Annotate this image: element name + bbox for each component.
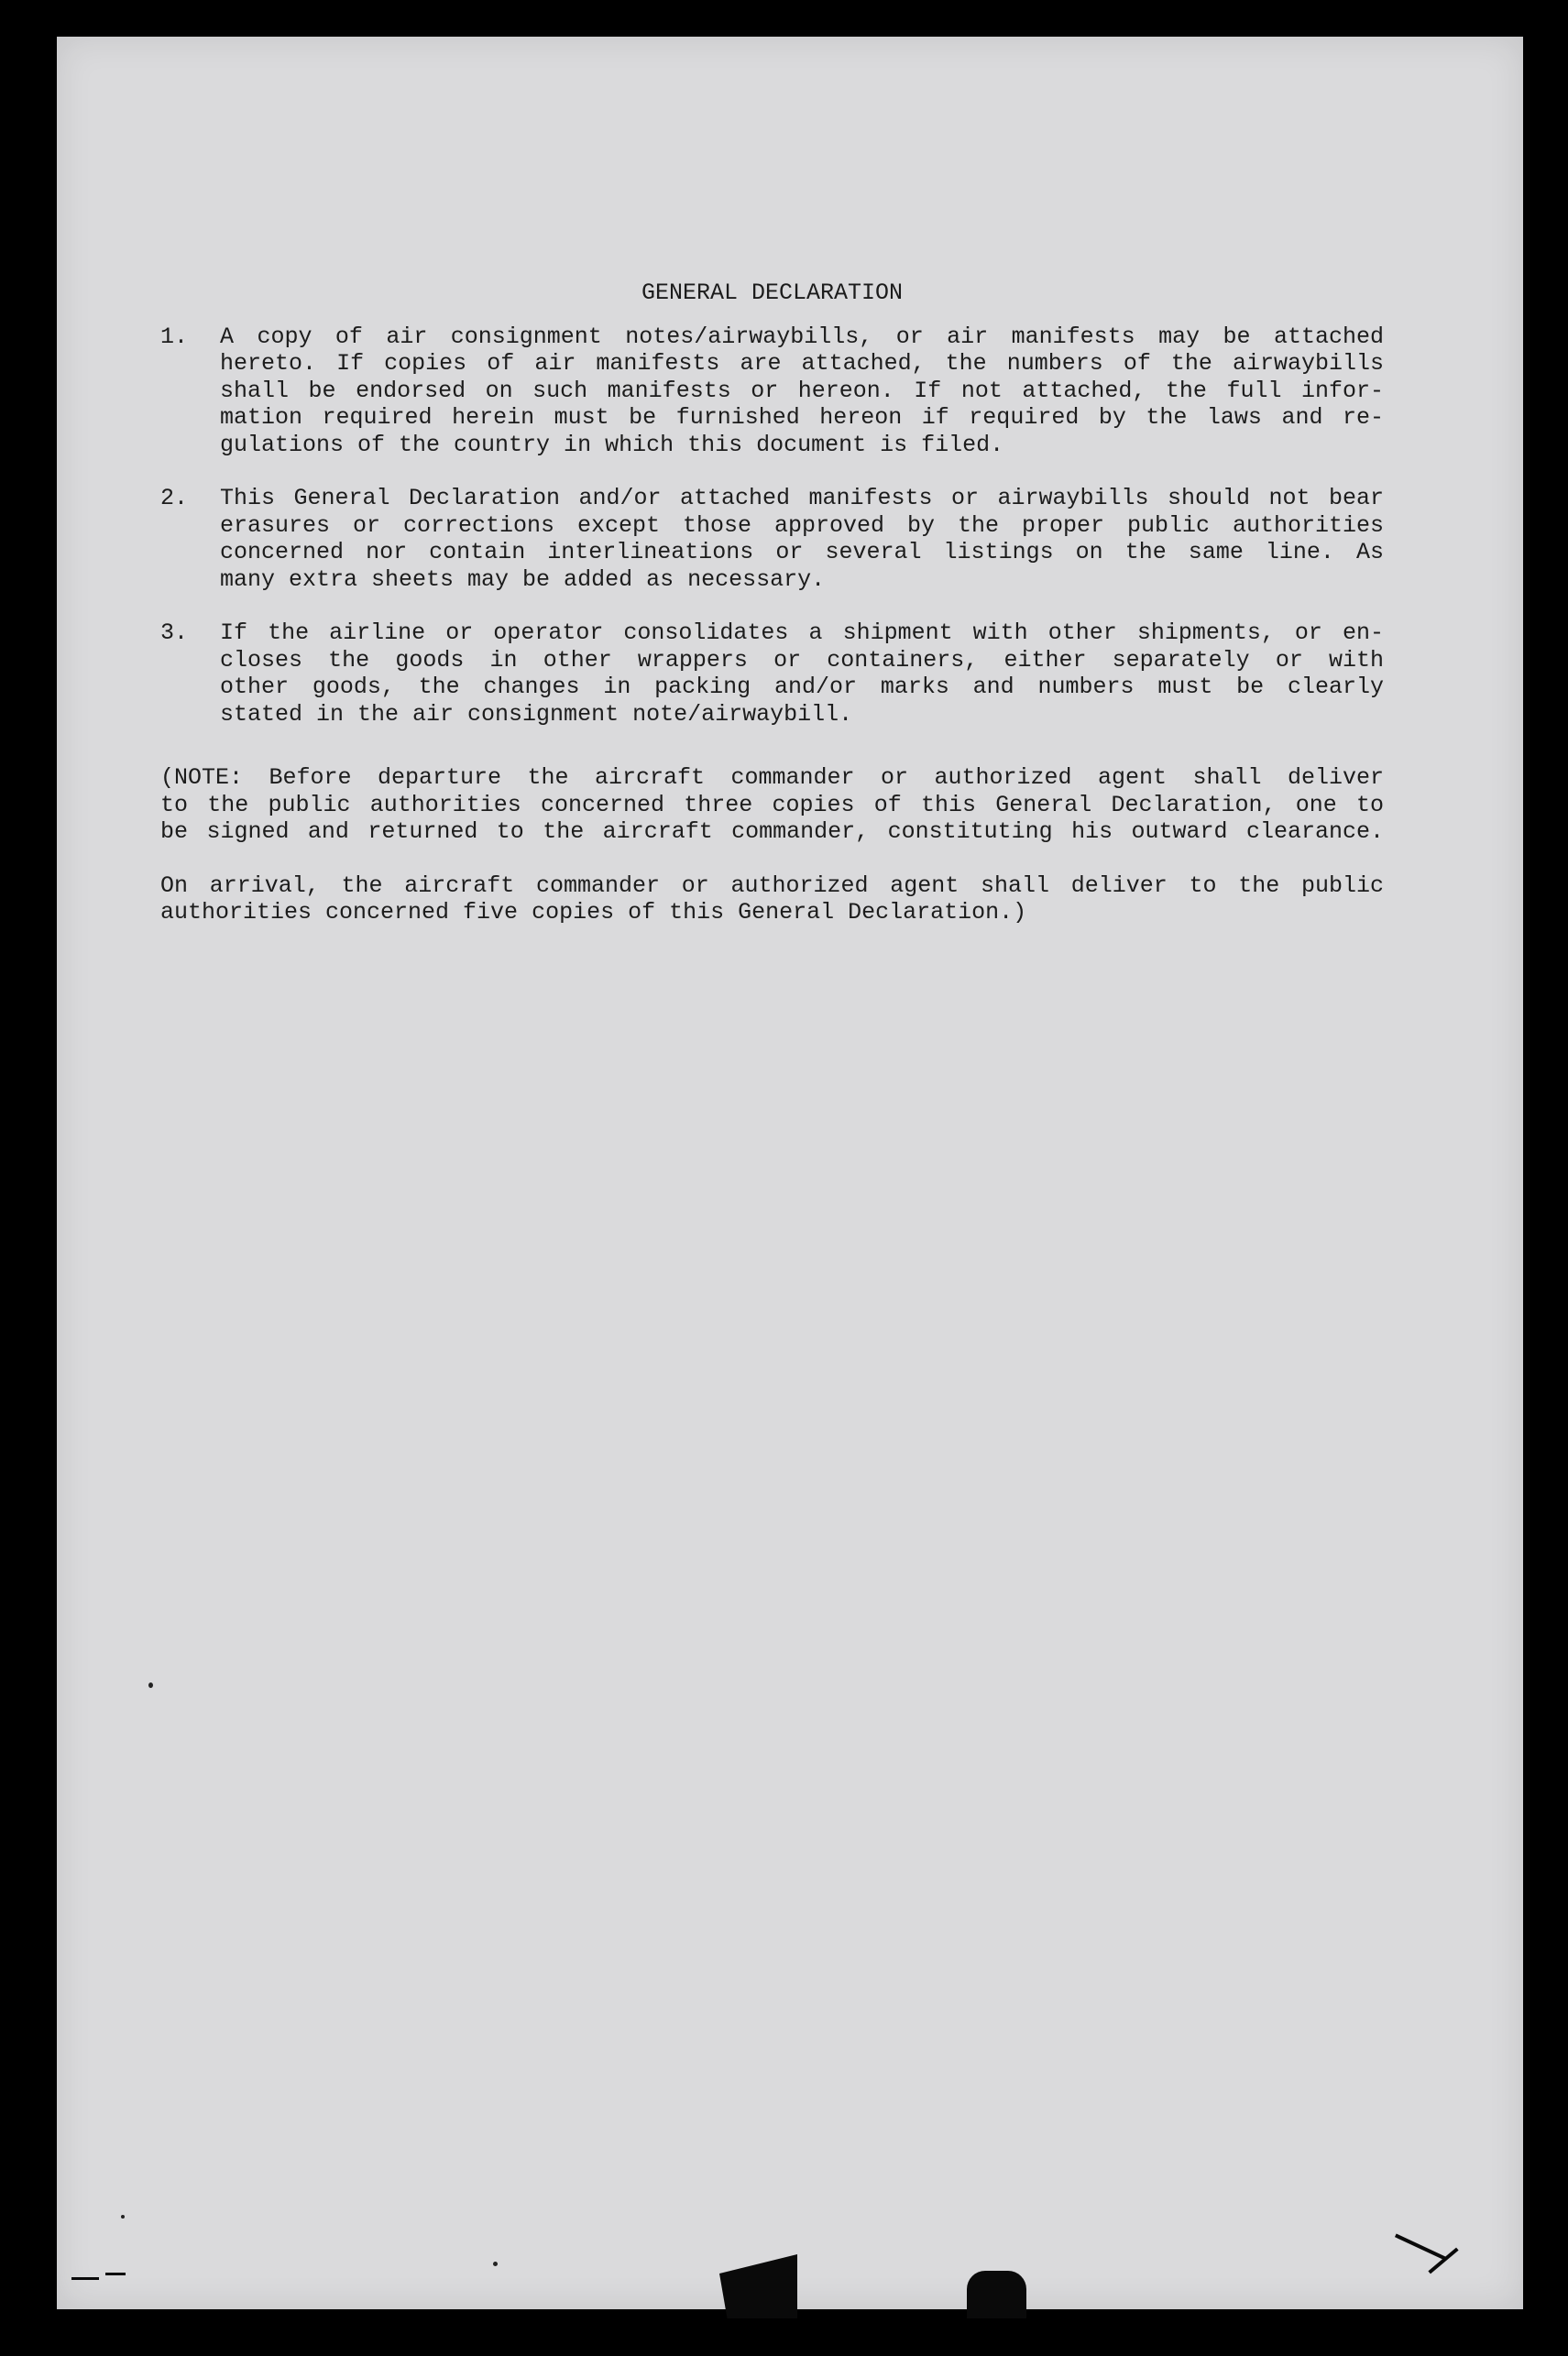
text-line: closes the goods in other wrappers or containers, either separately or with [220,646,1384,674]
text-line: to the public authorities concerned three copies of this General Declaration, one to [160,791,1384,818]
item-text [220,323,1384,459]
document-body [160,279,1384,926]
list-item-3 [160,619,1384,728]
note-paragraph [160,764,1384,846]
scan-dash [105,2273,126,2275]
text-line: authorities concerned five copies of this General Declaration.) [160,899,1027,926]
text-line: other goods, the changes in packing and/or marks and numbers must be clearly [220,674,1384,700]
item-text [220,485,1384,593]
list-item-1 [160,323,1384,459]
text-line: A copy of air consignment notes/airwaybills, or air manifests may be attached [220,323,1384,350]
item-number: 2. [160,485,189,511]
arrival-paragraph [160,872,1384,926]
text-line: shall be endorsed on such manifests or hereon. If not attached, the full infor- [220,377,1384,404]
text-line: If the airline or operator consolidates a shipment with other shipments, or en- [220,619,1384,646]
text-line: mation required herein must be furnished hereon if required by the laws and re- [220,404,1384,431]
text-line: many extra sheets may be added as necessary. [220,565,826,593]
item-number: 3. [160,619,189,646]
item-text [220,619,1384,728]
text-line: be signed and returned to the aircraft commander, constituting his outward clearance. [160,818,1384,845]
text-line: concerned nor contain interlineations or several listings on the same line. As [220,539,1384,565]
text-line: (NOTE: Before departure the aircraft commander or authorized agent shall deliver [160,764,1384,791]
scan-speck [493,2262,498,2266]
item-number: 1. [160,323,189,350]
text-line: This General Declaration and/or attached manifests or airwaybills should not bear [220,485,1384,511]
scan-blot-right [967,2271,1026,2318]
text-line: gulations of the country in which this document is filed. [220,431,1004,458]
document-title: GENERAL DECLARATION [641,279,904,306]
text-line: On arrival, the aircraft commander or authorized agent shall deliver to the public [160,871,1384,899]
text-line: hereto. If copies of air manifests are attached, the numbers of the airwaybills [220,350,1384,377]
scan-speck [121,2215,125,2219]
text-line: stated in the air consignment note/airwaybill. [220,700,853,728]
text-line: erasures or corrections except those approved by the proper public authorities [220,511,1384,539]
list-item-2 [160,485,1384,593]
scan-dash [71,2277,99,2280]
scan-speck [148,1682,153,1688]
